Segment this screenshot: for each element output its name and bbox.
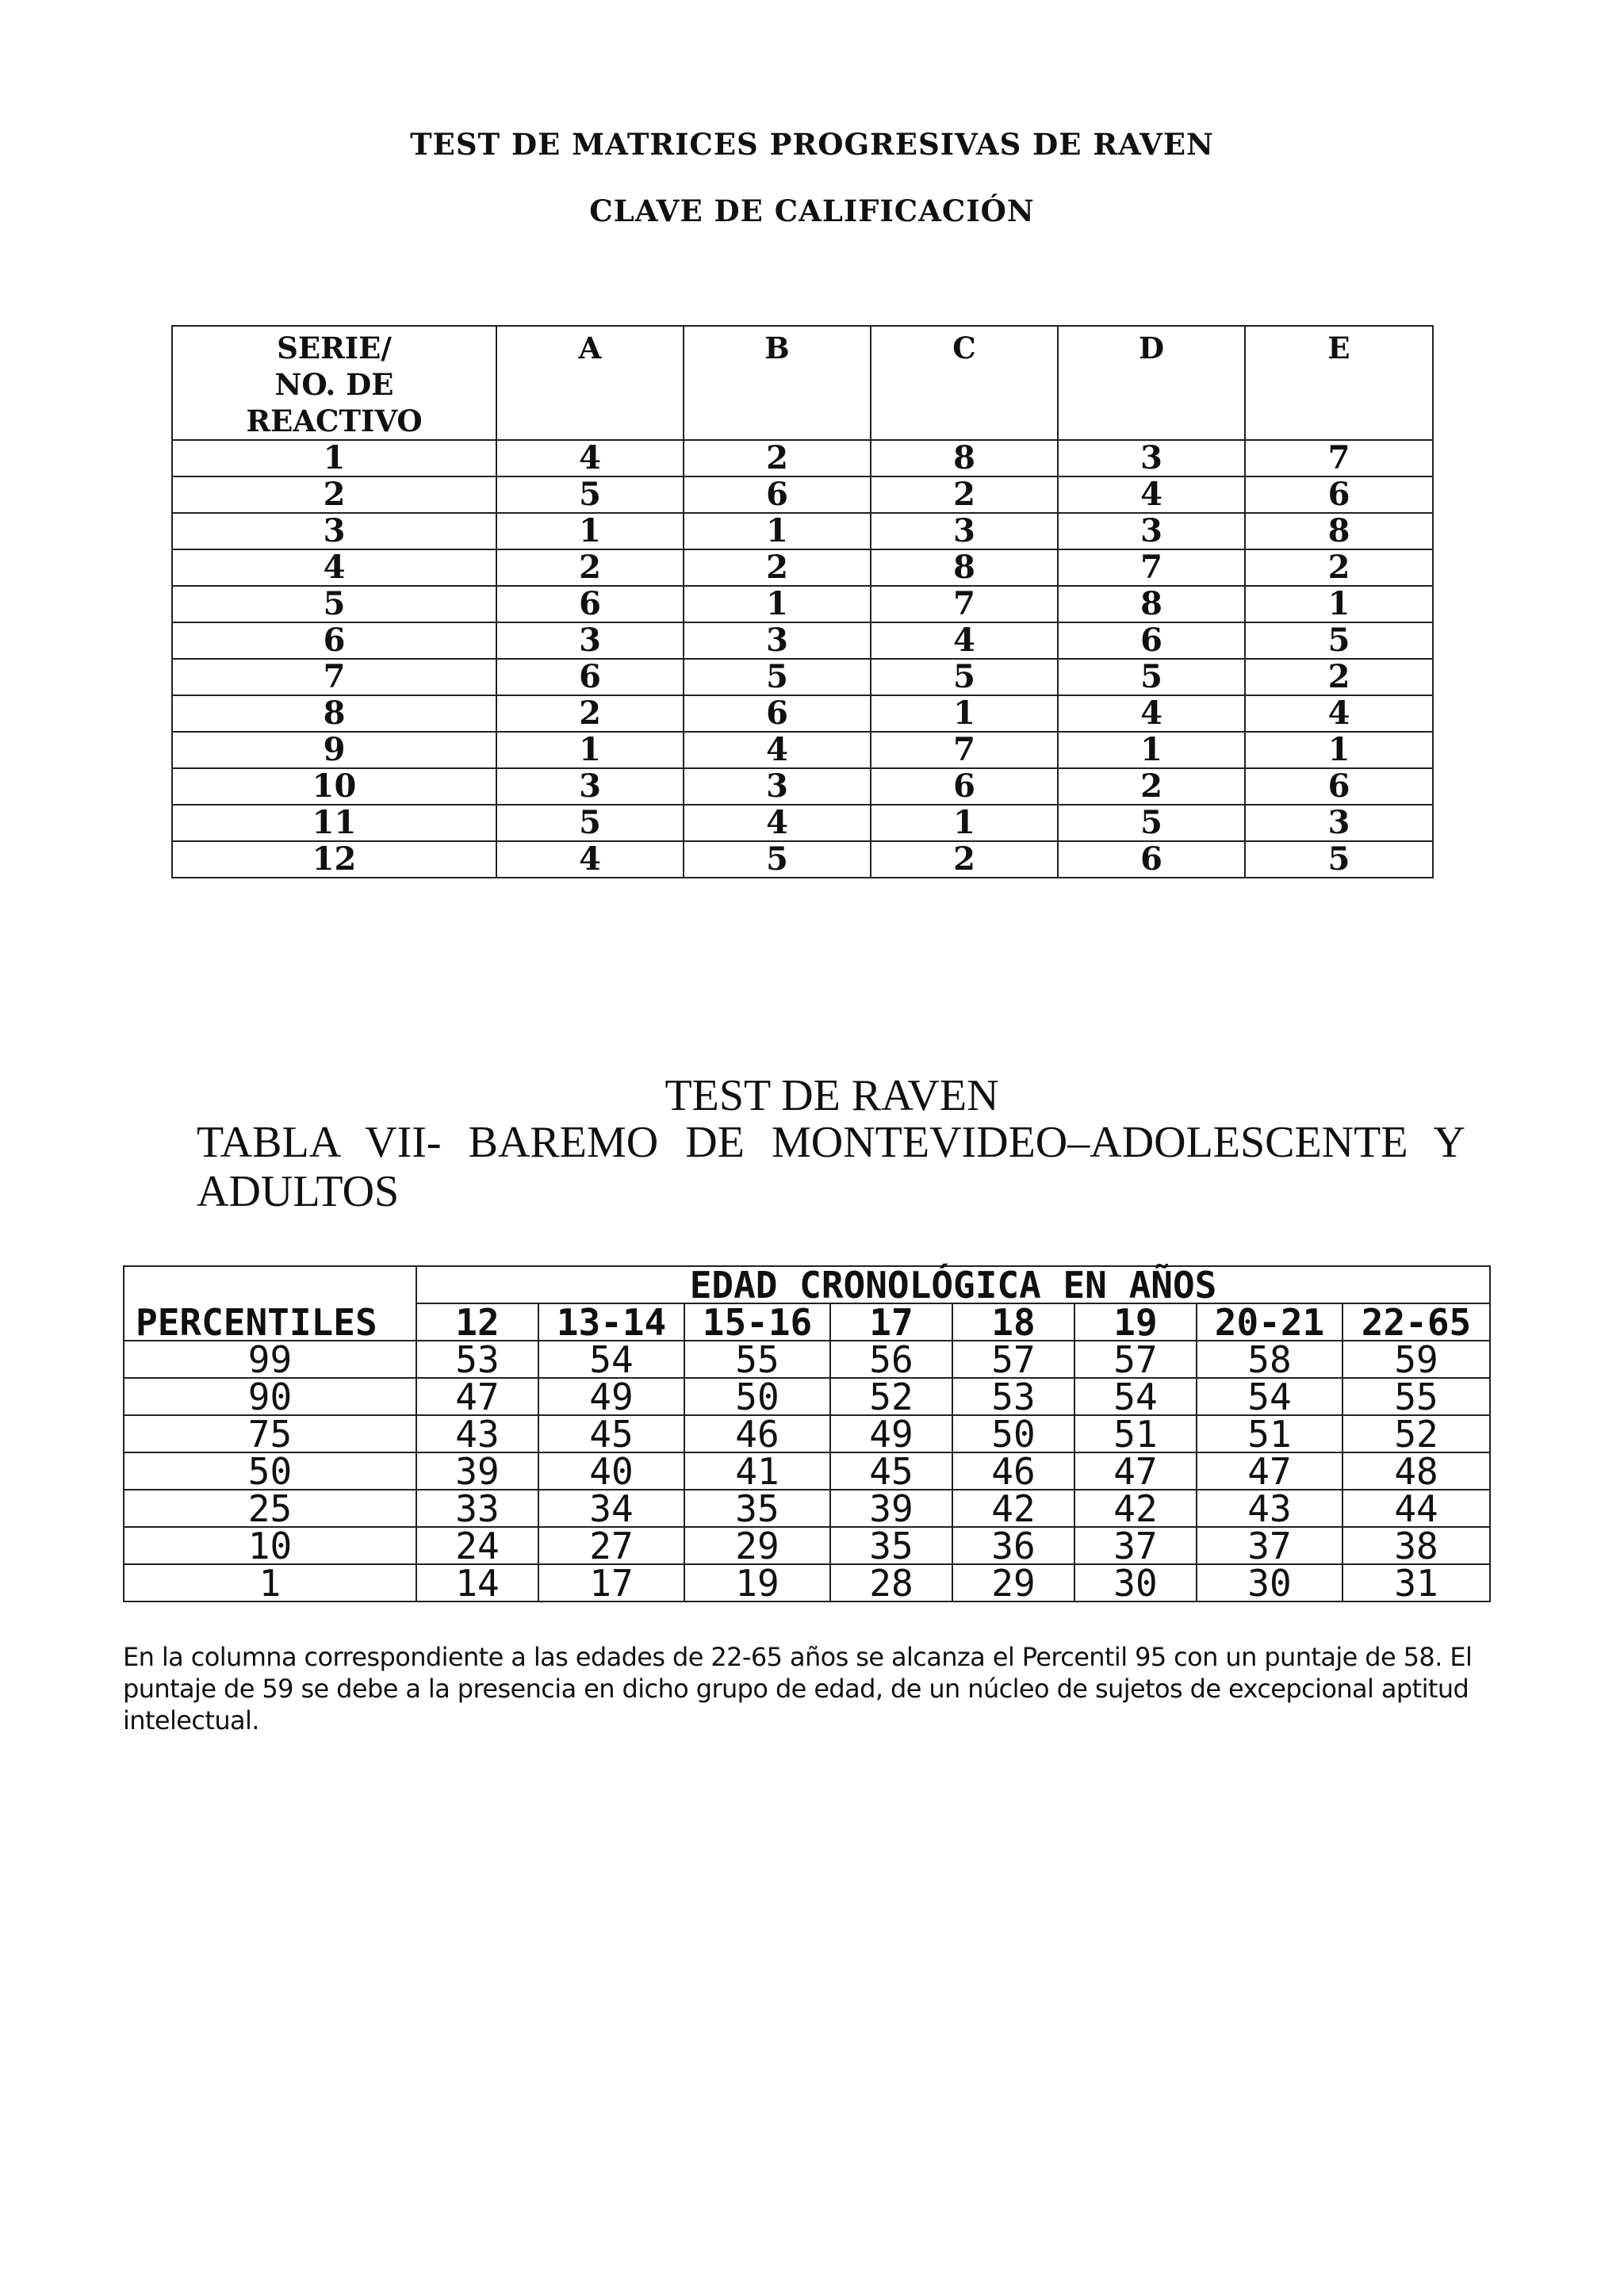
percentiles-header: PERCENTILES xyxy=(124,1266,416,1341)
score-cell: 57 xyxy=(952,1341,1074,1378)
answer-cell: 2 xyxy=(1058,768,1245,805)
item-number-cell: 3 xyxy=(172,513,496,549)
score-cell: 50 xyxy=(952,1415,1074,1452)
score-cell: 56 xyxy=(830,1341,952,1378)
score-cell: 28 xyxy=(830,1564,952,1601)
score-cell: 35 xyxy=(830,1527,952,1564)
table-row xyxy=(172,732,1433,768)
answer-cell: 6 xyxy=(1058,622,1245,659)
percentile-cell: 10 xyxy=(124,1527,416,1564)
answer-cell: 1 xyxy=(496,732,684,768)
percentile-cell: 90 xyxy=(124,1378,416,1415)
score-cell: 30 xyxy=(1197,1564,1342,1601)
score-cell: 54 xyxy=(1074,1378,1197,1415)
answer-key-table xyxy=(171,325,1434,878)
answer-cell: 4 xyxy=(684,732,871,768)
score-cell: 40 xyxy=(538,1452,684,1490)
table-row xyxy=(172,659,1433,695)
score-cell: 48 xyxy=(1342,1452,1490,1490)
score-cell: 51 xyxy=(1197,1415,1342,1452)
score-cell: 42 xyxy=(1074,1490,1197,1527)
item-number-cell: 12 xyxy=(172,841,496,878)
score-cell: 39 xyxy=(830,1490,952,1527)
score-cell: 46 xyxy=(684,1415,830,1452)
answer-cell: 3 xyxy=(1058,513,1245,549)
score-cell: 53 xyxy=(416,1341,538,1378)
baremo-title: TABLA VII- BAREMO DE MONTEVIDEO–ADOLESCENTE Y ADULTOS xyxy=(197,1118,1465,1216)
answer-cell: 6 xyxy=(871,768,1058,805)
answer-cell: 1 xyxy=(1245,586,1433,622)
series-header: C xyxy=(871,326,1058,440)
score-cell: 37 xyxy=(1074,1527,1197,1564)
answer-cell: 3 xyxy=(1058,440,1245,476)
answer-cell: 3 xyxy=(496,768,684,805)
answer-cell: 5 xyxy=(496,476,684,513)
item-number-cell: 10 xyxy=(172,768,496,805)
answer-cell: 4 xyxy=(496,440,684,476)
answer-cell: 3 xyxy=(871,513,1058,549)
answer-cell: 4 xyxy=(871,622,1058,659)
baremo-header-row-1 xyxy=(124,1266,1490,1303)
answer-cell: 1 xyxy=(871,805,1058,841)
score-cell: 47 xyxy=(416,1378,538,1415)
score-cell: 31 xyxy=(1342,1564,1490,1601)
age-header: 13-14 xyxy=(538,1303,684,1341)
score-cell: 47 xyxy=(1197,1452,1342,1490)
score-cell: 51 xyxy=(1074,1415,1197,1452)
answer-key-header-row xyxy=(172,326,1433,440)
table-row xyxy=(172,586,1433,622)
answer-cell: 8 xyxy=(1058,586,1245,622)
answer-cell: 5 xyxy=(684,841,871,878)
item-number-cell: 5 xyxy=(172,586,496,622)
answer-cell: 6 xyxy=(496,586,684,622)
table-row xyxy=(124,1378,1490,1415)
answer-cell: 1 xyxy=(684,586,871,622)
header-line: SERIE/ xyxy=(277,331,392,365)
answer-cell: 5 xyxy=(871,659,1058,695)
score-cell: 55 xyxy=(684,1341,830,1378)
table-row xyxy=(172,440,1433,476)
answer-cell: 1 xyxy=(684,513,871,549)
item-number-cell: 1 xyxy=(172,440,496,476)
answer-cell: 6 xyxy=(684,695,871,732)
answer-cell: 6 xyxy=(684,476,871,513)
series-header: D xyxy=(1058,326,1245,440)
answer-cell: 4 xyxy=(1058,695,1245,732)
score-cell: 47 xyxy=(1074,1452,1197,1490)
answer-cell: 1 xyxy=(871,695,1058,732)
score-cell: 29 xyxy=(684,1527,830,1564)
score-cell: 49 xyxy=(538,1378,684,1415)
age-header: 15-16 xyxy=(684,1303,830,1341)
percentile-cell: 1 xyxy=(124,1564,416,1601)
answer-cell: 4 xyxy=(684,805,871,841)
answer-cell: 7 xyxy=(1245,440,1433,476)
answer-cell: 1 xyxy=(1245,732,1433,768)
score-cell: 33 xyxy=(416,1490,538,1527)
answer-cell: 6 xyxy=(1245,476,1433,513)
score-cell: 17 xyxy=(538,1564,684,1601)
score-cell: 46 xyxy=(952,1452,1074,1490)
table-row xyxy=(124,1490,1490,1527)
score-cell: 42 xyxy=(952,1490,1074,1527)
table-row xyxy=(172,622,1433,659)
table-row xyxy=(172,513,1433,549)
score-cell: 39 xyxy=(416,1452,538,1490)
table-row xyxy=(124,1452,1490,1490)
score-cell: 49 xyxy=(830,1415,952,1452)
item-number-cell: 11 xyxy=(172,805,496,841)
header-line: NO. DE xyxy=(274,367,394,402)
baremo-table xyxy=(123,1263,1491,1605)
answer-cell: 5 xyxy=(1058,659,1245,695)
table-row xyxy=(124,1341,1490,1378)
item-number-cell: 7 xyxy=(172,659,496,695)
answer-cell: 6 xyxy=(496,659,684,695)
answer-key-body xyxy=(172,440,1433,878)
score-cell: 27 xyxy=(538,1527,684,1564)
percentile-cell: 99 xyxy=(124,1341,416,1378)
series-item-header xyxy=(172,326,496,440)
answer-cell: 7 xyxy=(1058,549,1245,586)
score-cell: 58 xyxy=(1197,1341,1342,1378)
score-cell: 45 xyxy=(538,1415,684,1452)
table-row xyxy=(172,841,1433,878)
age-group-header: EDAD CRONOLÓGICA EN AÑOS xyxy=(416,1266,1490,1303)
score-cell: 57 xyxy=(1074,1341,1197,1378)
answer-cell: 2 xyxy=(871,476,1058,513)
age-header: 12 xyxy=(416,1303,538,1341)
score-cell: 29 xyxy=(952,1564,1074,1601)
answer-cell: 5 xyxy=(1245,622,1433,659)
item-number-cell: 2 xyxy=(172,476,496,513)
score-cell: 50 xyxy=(684,1378,830,1415)
answer-cell: 5 xyxy=(684,659,871,695)
answer-cell: 2 xyxy=(684,440,871,476)
score-cell: 44 xyxy=(1342,1490,1490,1527)
score-cell: 37 xyxy=(1197,1527,1342,1564)
answer-cell: 5 xyxy=(496,805,684,841)
answer-cell: 2 xyxy=(1245,659,1433,695)
item-number-cell: 4 xyxy=(172,549,496,586)
percentile-cell: 25 xyxy=(124,1490,416,1527)
answer-cell: 3 xyxy=(684,622,871,659)
score-cell: 36 xyxy=(952,1527,1074,1564)
table-row xyxy=(124,1564,1490,1601)
answer-cell: 8 xyxy=(871,440,1058,476)
score-cell: 53 xyxy=(952,1378,1074,1415)
answer-cell: 1 xyxy=(496,513,684,549)
score-cell: 24 xyxy=(416,1527,538,1564)
score-cell: 38 xyxy=(1342,1527,1490,1564)
header-line: REACTIVO xyxy=(246,404,423,438)
answer-cell: 2 xyxy=(496,695,684,732)
answer-cell: 2 xyxy=(871,841,1058,878)
table-row xyxy=(124,1527,1490,1564)
score-cell: 43 xyxy=(1197,1490,1342,1527)
item-number-cell: 9 xyxy=(172,732,496,768)
series-header: E xyxy=(1245,326,1433,440)
score-cell: 52 xyxy=(1342,1415,1490,1452)
answer-cell: 5 xyxy=(1245,841,1433,878)
answer-cell: 4 xyxy=(1245,695,1433,732)
answer-cell: 8 xyxy=(871,549,1058,586)
answer-cell: 2 xyxy=(496,549,684,586)
answer-cell: 5 xyxy=(1058,805,1245,841)
score-cell: 14 xyxy=(416,1564,538,1601)
answer-cell: 3 xyxy=(496,622,684,659)
score-cell: 54 xyxy=(1197,1378,1342,1415)
footnote: En la columna correspondiente a las edades de 22-65 años se alcanza el Percentil 95 con un puntaje de 58. El puntaje de 59 se debe a la presencia en dicho grupo de edad, de un núcleo de sujetos de excepcional aptitud intelectual. xyxy=(123,1642,1473,1735)
baremo-body xyxy=(124,1337,1490,1605)
percentile-cell: 50 xyxy=(124,1452,416,1490)
age-header: 19 xyxy=(1074,1303,1197,1341)
item-number-cell: 8 xyxy=(172,695,496,732)
series-header: B xyxy=(684,326,871,440)
age-header: 18 xyxy=(952,1303,1074,1341)
score-cell: 35 xyxy=(684,1490,830,1527)
answer-cell: 8 xyxy=(1245,513,1433,549)
age-header: 22-65 xyxy=(1342,1303,1490,1341)
answer-cell: 3 xyxy=(684,768,871,805)
score-cell: 41 xyxy=(684,1452,830,1490)
score-cell: 54 xyxy=(538,1341,684,1378)
score-cell: 43 xyxy=(416,1415,538,1452)
answer-cell: 7 xyxy=(871,586,1058,622)
series-header: A xyxy=(496,326,684,440)
table-row xyxy=(172,695,1433,732)
score-cell: 45 xyxy=(830,1452,952,1490)
answer-cell: 3 xyxy=(1245,805,1433,841)
table-row xyxy=(172,549,1433,586)
answer-cell: 4 xyxy=(496,841,684,878)
age-header: 20-21 xyxy=(1197,1303,1342,1341)
age-header: 17 xyxy=(830,1303,952,1341)
page-subtitle: CLAVE DE CALIFICACIÓN xyxy=(589,193,1035,228)
score-cell: 55 xyxy=(1342,1378,1490,1415)
page-title: TEST DE MATRICES PROGRESIVAS DE RAVEN xyxy=(410,127,1214,162)
answer-cell: 6 xyxy=(1058,841,1245,878)
table-row xyxy=(172,768,1433,805)
score-cell: 19 xyxy=(684,1564,830,1601)
table-row xyxy=(124,1415,1490,1452)
score-cell: 34 xyxy=(538,1490,684,1527)
answer-cell: 2 xyxy=(684,549,871,586)
percentile-cell: 75 xyxy=(124,1415,416,1452)
answer-cell: 1 xyxy=(1058,732,1245,768)
answer-cell: 4 xyxy=(1058,476,1245,513)
table-row xyxy=(172,805,1433,841)
answer-cell: 6 xyxy=(1245,768,1433,805)
score-cell: 52 xyxy=(830,1378,952,1415)
answer-cell: 7 xyxy=(871,732,1058,768)
table-row xyxy=(172,476,1433,513)
score-cell: 30 xyxy=(1074,1564,1197,1601)
item-number-cell: 6 xyxy=(172,622,496,659)
answer-cell: 2 xyxy=(1245,549,1433,586)
score-cell: 59 xyxy=(1342,1341,1490,1378)
section-title: TEST DE RAVEN xyxy=(665,1071,999,1120)
